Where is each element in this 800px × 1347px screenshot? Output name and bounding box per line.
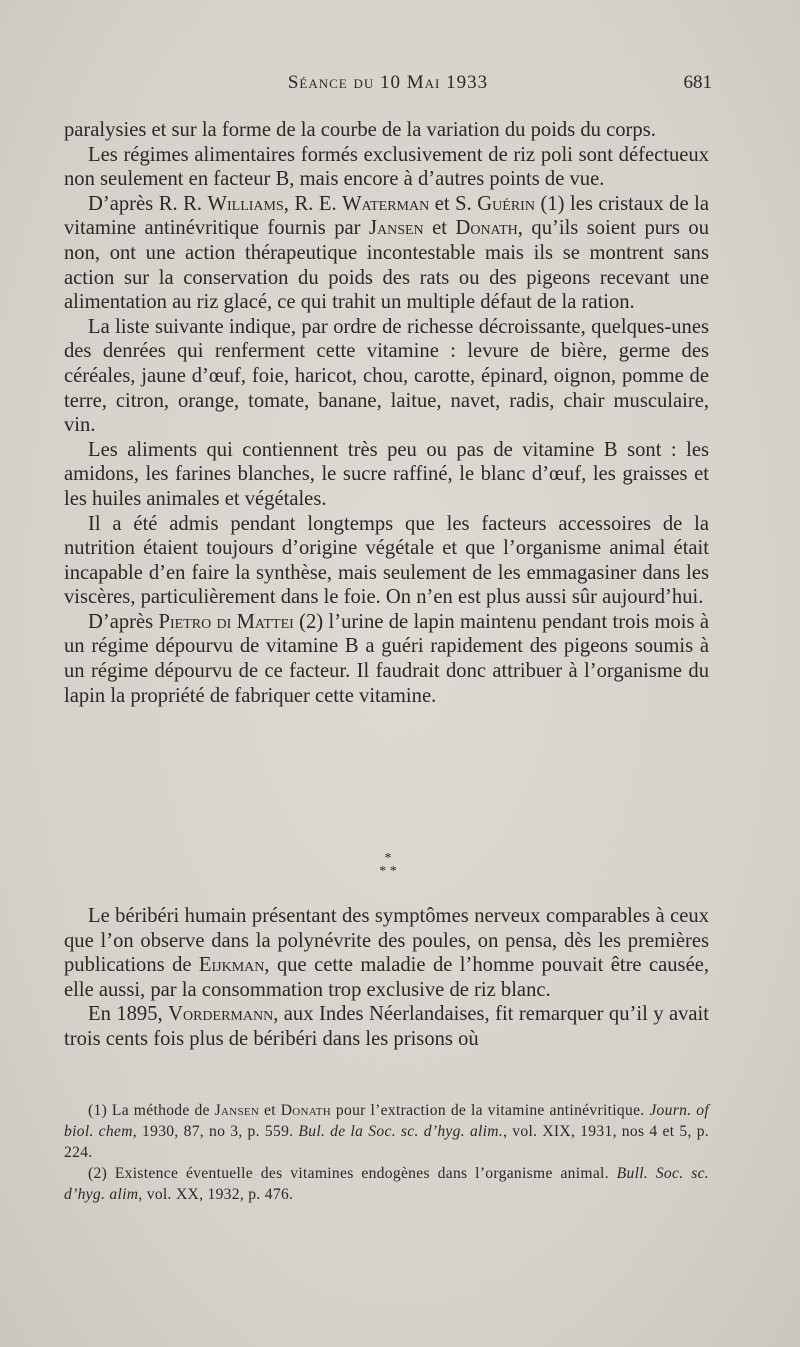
citation-title: Bull. Soc. sc. d’hyg. alim	[64, 1165, 710, 1203]
text-run: D’après R. R.	[88, 192, 208, 215]
text-run: , R. E.	[283, 192, 343, 215]
asterism-top: *	[384, 851, 392, 866]
footnote	[64, 1163, 709, 1205]
footnotes	[64, 1100, 709, 1205]
paragraph	[64, 192, 709, 315]
page-number: 681	[683, 72, 712, 93]
asterism-bottom: * *	[379, 864, 397, 879]
text-run: , aux Indes Néerlandaises, fit remarquer qu’il y avait trois cents fois plus de béribéri dans les prisons où	[64, 1003, 709, 1050]
text-run: , 1930, 87, no 3, p. 559.	[132, 1123, 299, 1140]
paragraph	[64, 904, 709, 1002]
text-run: D’après	[88, 610, 159, 633]
paragraph	[64, 512, 709, 610]
text-run: (2) l’urine de lapin maintenu pendant trois mois à un régime dépourvu de vitamine B a guéri rapidement des pigeons soumis à un régime dépourvu de ce facteur. Il faudrait donc attribuer à l’organisme du lapin la propriété de fabriquer cette vitamine.	[64, 610, 709, 707]
author-name: Pietro di Mattei	[158, 610, 294, 633]
text-run: et S.	[429, 192, 478, 215]
text-run: Le béribéri humain présentant des symptômes nerveux comparables à ceux que l’on observe dans la polynévrite des poules, on pensa, dès les premières publications de	[64, 905, 709, 977]
paragraph	[64, 143, 709, 192]
paragraph	[64, 1002, 709, 1051]
text-run: La liste suivante indique, par ordre de richesse décroissante, quelques-unes des denrées qui renferment cette vitamine : levure de bière, germe des céréales, jaune d’œuf, foie, haricot, chou, carotte, épinard, oignon, pomme de terre, citron, orange, tomate, banane, laitue, navet, radis, chair musculaire, vin.	[64, 315, 709, 437]
text-run: (2) Existence éventuelle des vitamines endogènes dans l’organisme animal.	[88, 1165, 617, 1182]
text-run: (1) La méthode de	[88, 1102, 215, 1119]
author-name: Donath	[280, 1102, 332, 1119]
running-head: Séance du 10 Mai 1933	[287, 72, 489, 93]
text-run: , que cette maladie de l’homme pouvait être causée, elle aussi, par la consommation trop exclusive de riz blanc.	[64, 954, 709, 1001]
paragraph	[64, 610, 709, 708]
author-name: Donath	[455, 217, 518, 240]
author-name: Williams	[207, 192, 284, 215]
citation-title: Journ. of biol. chem	[64, 1102, 709, 1140]
text-run: paralysies et sur la forme de la courbe de la variation du poids du corps.	[64, 119, 656, 141]
author-name: Vordermann	[168, 1003, 274, 1026]
text-run: Il a été admis pendant longtemps que les facteurs accessoires de la nutrition étaient toujours d’origine végétale et que l’organisme animal était incapable d’en faire la synthèse, mais seulement de les emmagasiner dans les viscères, particulièrement dans le foie. On n’en est plus aussi sûr aujourd’hui.	[64, 512, 709, 609]
footnote	[64, 1100, 709, 1163]
author-name: Eijkman	[198, 954, 265, 977]
paragraph	[64, 438, 709, 512]
text-run: , vol. XX, 1932, p. 476.	[138, 1186, 294, 1203]
paragraph	[64, 315, 709, 438]
text-run: Les aliments qui contiennent très peu ou pas de vitamine B sont : les amidons, les farines blanches, le sucre raffiné, le blanc d’œuf, les graisses et les huiles animales et végétales.	[64, 438, 709, 510]
section-asterism	[64, 852, 712, 878]
text-run: (1) les cristaux de la vitamine antinévritique fournis par	[64, 192, 709, 240]
text-run: et	[423, 217, 456, 240]
text-run: pour l’extraction de la vitamine antinévritique.	[331, 1102, 650, 1119]
second-text-block	[64, 904, 709, 1052]
author-name: Guérin	[477, 192, 535, 215]
author-name: Jansen	[214, 1102, 260, 1119]
author-name: Waterman	[342, 192, 430, 215]
page-header	[64, 72, 712, 102]
text-run: , vol. XIX, 1931, nos 4 et 5, p. 224.	[64, 1123, 709, 1161]
text-run: , qu’ils soient purs ou non, ont une action thérapeutique incontestable mais ils se montrent sans action sur la conservation du poids des rats ou des pigeons recevant une alimentation au riz glacé, ce qui trahit un multiple défaut de la ration.	[64, 217, 709, 314]
main-text-block	[64, 118, 709, 708]
citation-title: Bul. de la Soc. sc. d’hyg. alim.	[298, 1123, 504, 1140]
text-run: et	[259, 1102, 281, 1119]
text-run: Les régimes alimentaires formés exclusivement de riz poli sont défectueux non seulement en facteur B, mais encore à d’autres points de vue.	[64, 143, 709, 191]
author-name: Jansen	[368, 217, 424, 240]
text-run: En 1895,	[88, 1003, 169, 1026]
paragraph	[64, 118, 709, 143]
